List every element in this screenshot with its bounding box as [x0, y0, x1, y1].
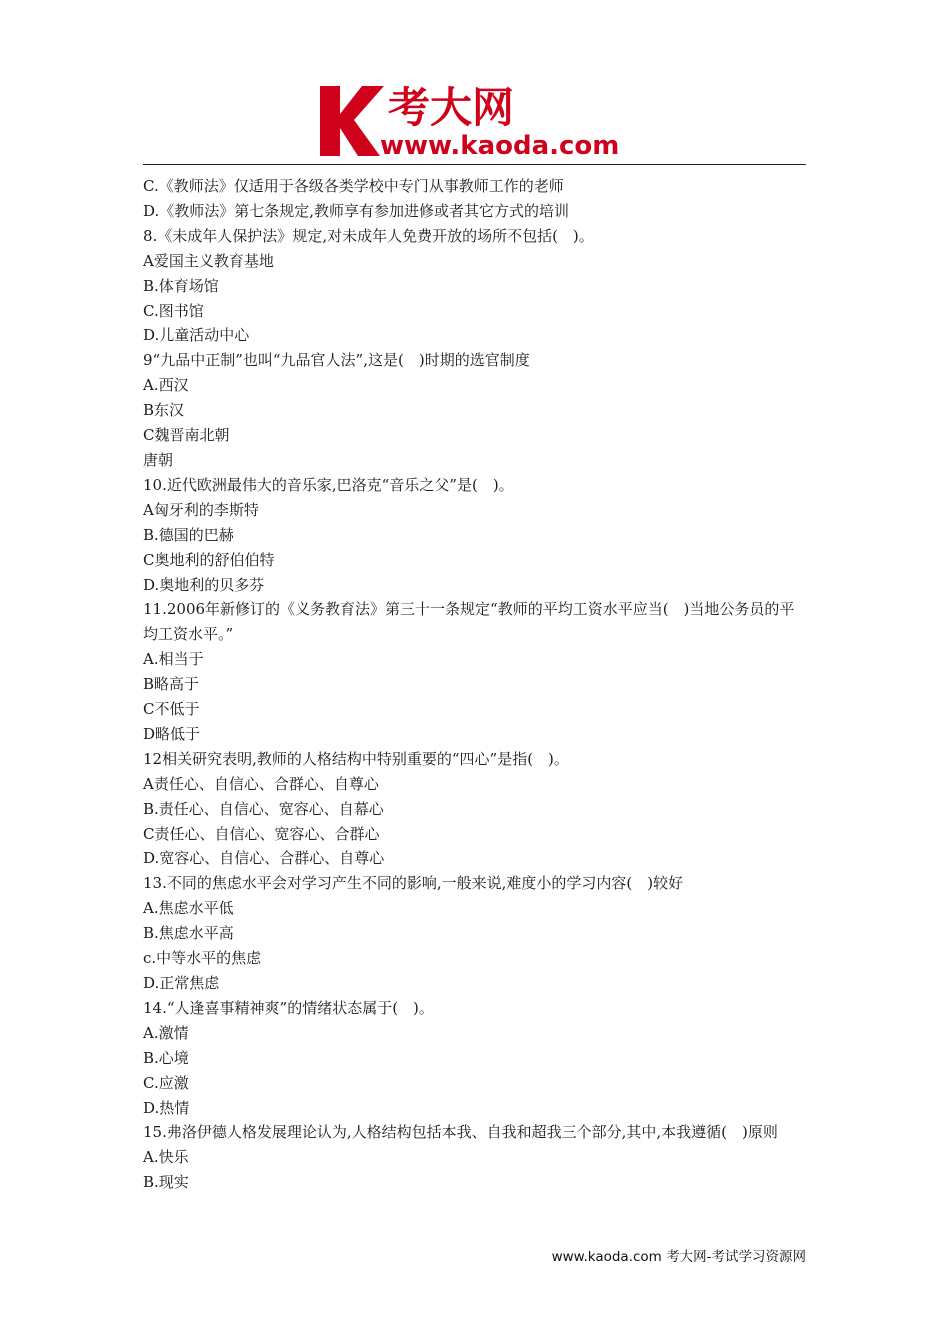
question-line: 8.《未成年人保护法》规定,对未成年人免费开放的场所不包括( )。	[143, 226, 594, 245]
option-line: D.正常焦虑	[143, 974, 220, 992]
question-line: 9“九品中正制”也叫“九品官人法”,这是( )时期的选官制度	[143, 351, 530, 370]
option-line: C奥地利的舒伯伯特	[143, 550, 275, 569]
option-line: A.西汉	[143, 376, 189, 395]
option-line: B.德国的巴赫	[143, 525, 234, 544]
option-line: D.《教师法》第七条规定,教师享有参加进修或者其它方式的培训	[143, 201, 570, 220]
option-line: A.焦虑水平低	[143, 899, 234, 918]
document-body	[143, 174, 809, 1195]
option-line: D.奥地利的贝多芬	[143, 575, 265, 594]
option-line: B.责任心、自信心、宽容心、自幕心	[143, 799, 384, 818]
kaoda-logo-graphic	[318, 78, 638, 160]
header-rule	[143, 164, 806, 165]
question-line: 13.不同的焦虑水平会对学习产生不同的影响,一般来说,难度小的学习内容( )较好	[143, 874, 684, 893]
option-line: D略低于	[143, 724, 201, 743]
option-line: B.心境	[143, 1048, 189, 1067]
option-line: C魏晋南北朝	[143, 426, 230, 445]
question-line: 11.2006年新修订的《义务教育法》第三十一条规定“教师的平均工资水平应当( )当地公务员的平均工资水平。”	[143, 600, 795, 644]
option-line: B东汉	[143, 401, 185, 420]
option-line: c.中等水平的焦虑	[143, 949, 262, 968]
question-line: 15.弗洛伊德人格发展理论认为,人格结构包括本我、自我和超我三个部分,其中,本我遵循( )原则	[143, 1123, 778, 1142]
option-line: C.应激	[143, 1073, 189, 1092]
question-line: 12相关研究表明,教师的人格结构中特别重要的“四心”是指( )。	[143, 749, 569, 768]
option-line: D.儿童活动中心	[143, 326, 250, 345]
option-line: D.宽容心、自信心、合群心、自尊心	[143, 849, 385, 868]
option-line: A爱国主义教育基地	[143, 251, 274, 270]
option-line: B.现实	[143, 1173, 189, 1192]
option-line: B.焦虑水平高	[143, 924, 234, 943]
option-line: A.相当于	[143, 650, 204, 669]
option-line: A责任心、自信心、合群心、自尊心	[143, 774, 379, 793]
logo-brand-text: 考大网	[388, 83, 515, 132]
logo-url-text: www.kaoda.com	[380, 131, 620, 160]
question-line: 14.“人逢喜事精神爽”的情绪状态属于( )。	[143, 998, 434, 1017]
option-line: 唐朝	[143, 450, 174, 469]
k-mark-icon	[320, 86, 384, 156]
option-line: C不低于	[143, 700, 200, 719]
option-line: A匈牙利的李斯特	[143, 500, 259, 519]
page-footer: www.kaoda.com 考大网-考试学习资源网	[551, 1249, 806, 1265]
option-line: A.快乐	[143, 1148, 189, 1167]
option-line: B.体育场馆	[143, 276, 219, 295]
question-line: 10.近代欧洲最伟大的音乐家,巴洛克“音乐之父”是( )。	[143, 475, 514, 494]
option-line: D.热情	[143, 1098, 190, 1117]
option-line: C.《教师法》仅适用于各级各类学校中专门从事教师工作的老师	[143, 177, 564, 195]
option-line: B略高于	[143, 675, 200, 694]
option-line: A.激情	[143, 1023, 189, 1042]
kaoda-logo	[318, 78, 638, 160]
option-line: C责任心、自信心、宽容心、合群心	[143, 824, 380, 843]
option-line: C.图书馆	[143, 301, 204, 320]
